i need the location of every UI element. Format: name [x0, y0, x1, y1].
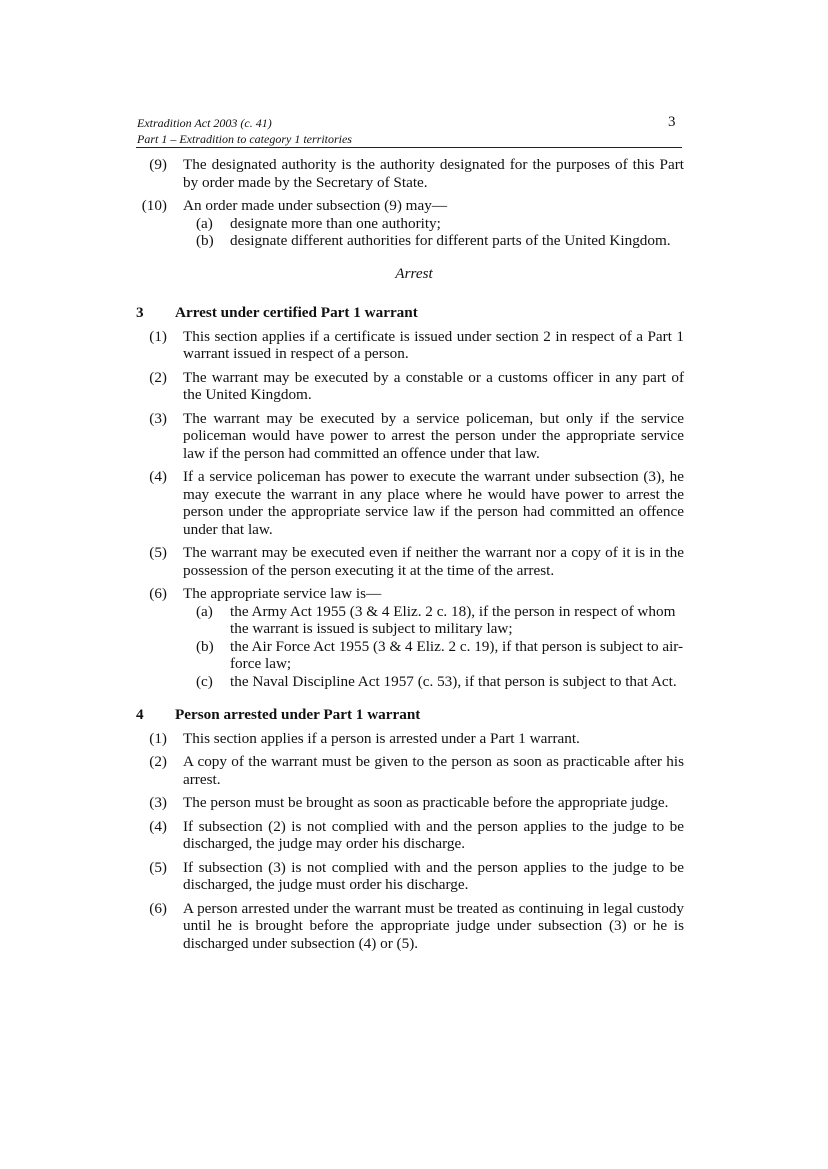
paragraph-3-6-c	[0, 673, 828, 691]
subsection-text: An order made under subsection (9) may—	[183, 197, 448, 214]
header-rule	[136, 147, 682, 148]
header-act-title: Extradition Act 2003 (c. 41)	[137, 116, 272, 130]
section-number: 3	[136, 304, 144, 321]
subsection-number: (6)	[149, 899, 167, 917]
section-number: 4	[136, 706, 144, 723]
subsection-3-4	[0, 468, 828, 538]
subsection-3-2	[0, 369, 828, 404]
subsection-3-3	[0, 410, 828, 463]
paragraph-text: designate different authorities for different parts of the United Kingdom.	[230, 232, 671, 249]
subsection-4-5	[0, 859, 828, 894]
subsection-2-10	[0, 197, 828, 215]
section-4-heading	[0, 706, 828, 724]
subsection-text: The designated authority is the authority designated for the purposes of this Part by order made by the Secretary of State.	[183, 156, 684, 191]
running-header	[137, 115, 352, 147]
paragraph-3-6-b	[0, 638, 828, 673]
subsection-4-1	[0, 730, 828, 748]
subsection-text: If subsection (3) is not complied with and the person applies to the judge to be discharged, the judge must order his discharge.	[183, 858, 684, 893]
paragraph-text: the Naval Discipline Act 1957 (c. 53), if that person is subject to that Act.	[230, 672, 677, 690]
subsection-text: The warrant may be executed by a service policeman, but only if the service policeman would have power to arrest the person under the appropriate service law if the person had committed an offence under that law.	[183, 409, 684, 462]
subsection-number: (5)	[149, 858, 167, 876]
paragraph-text: the Air Force Act 1955 (3 & 4 Eliz. 2 c. 19), if that person is subject to air-force law;	[230, 637, 684, 672]
subsection-text: If subsection (2) is not complied with and the person applies to the judge to be discharged, the judge may order his discharge.	[183, 817, 684, 852]
section-title: Arrest under certified Part 1 warrant	[175, 304, 418, 321]
paragraph-number: (c)	[196, 672, 213, 690]
paragraph-2-10-b	[0, 232, 828, 250]
subsection-number: (2)	[149, 753, 167, 770]
header-part-title: Part 1 – Extradition to category 1 territories	[137, 132, 352, 146]
subsection-number: (10)	[141, 197, 167, 214]
subsection-4-6	[0, 900, 828, 953]
subsection-text: The warrant may be executed by a constable or a customs officer in any part of the United Kingdom.	[183, 368, 684, 403]
section-gap	[0, 690, 828, 706]
subsection-number: (1)	[149, 327, 167, 345]
subsection-text: A copy of the warrant must be given to the person as soon as practicable after his arrest.	[183, 753, 684, 788]
subsection-number: (3)	[149, 409, 167, 427]
subsection-number: (5)	[149, 544, 167, 561]
subsection-text: This section applies if a person is arrested under a Part 1 warrant.	[183, 729, 580, 747]
subsection-number: (4)	[149, 817, 167, 835]
paragraph-2-10-a	[0, 215, 828, 233]
paragraph-number: (a)	[196, 602, 213, 620]
paragraph-text: the Army Act 1955 (3 & 4 Eliz. 2 c. 18), if the person in respect of whom the warrant is issued is subject to military law;	[230, 602, 676, 637]
subsection-4-4	[0, 818, 828, 853]
subsection-number: (6)	[149, 585, 167, 602]
subsection-text: This section applies if a certificate is issued under section 2 in respect of a Part 1 warrant issued in respect of a person.	[183, 327, 684, 362]
subsection-4-2	[0, 753, 828, 788]
subsection-number: (1)	[149, 729, 167, 747]
paragraph-text: designate more than one authority;	[230, 214, 441, 232]
crosshead-arrest: Arrest	[395, 264, 433, 282]
subsection-text: The warrant may be executed even if neither the warrant nor a copy of it is in the possession of the person executing it at the time of the arrest.	[183, 544, 684, 579]
subsection-text: A person arrested under the warrant must be treated as continuing in legal custody until he is brought before the appropriate judge under subsection (3) or he is discharged under subsection (4) or (5).	[183, 899, 684, 952]
section-3-heading	[0, 304, 828, 322]
subsection-3-1	[0, 328, 828, 363]
subsection-3-6	[0, 585, 828, 603]
page-number: 3	[668, 114, 676, 130]
document-body	[0, 156, 828, 958]
paragraph-3-6-a	[0, 603, 828, 638]
subsection-text: If a service policeman has power to execute the warrant under subsection (3), he may execute the warrant in any place where he would have power to arrest the person under the appropriate service law if the person had committed an offence under that law.	[183, 468, 684, 538]
subsection-number: (4)	[149, 468, 167, 485]
paragraph-number: (b)	[196, 637, 214, 655]
subsection-text: The person must be brought as soon as practicable before the appropriate judge.	[183, 794, 669, 811]
subsection-3-5	[0, 544, 828, 579]
paragraph-number: (a)	[196, 214, 213, 232]
subsection-number: (3)	[149, 794, 167, 811]
subsection-2-9	[0, 156, 828, 191]
paragraph-number: (b)	[196, 232, 214, 249]
section-title: Person arrested under Part 1 warrant	[175, 706, 421, 723]
subsection-text: The appropriate service law is—	[183, 585, 382, 602]
subsection-4-3	[0, 794, 828, 812]
subsection-number: (2)	[149, 368, 167, 386]
subsection-number: (9)	[149, 156, 167, 173]
